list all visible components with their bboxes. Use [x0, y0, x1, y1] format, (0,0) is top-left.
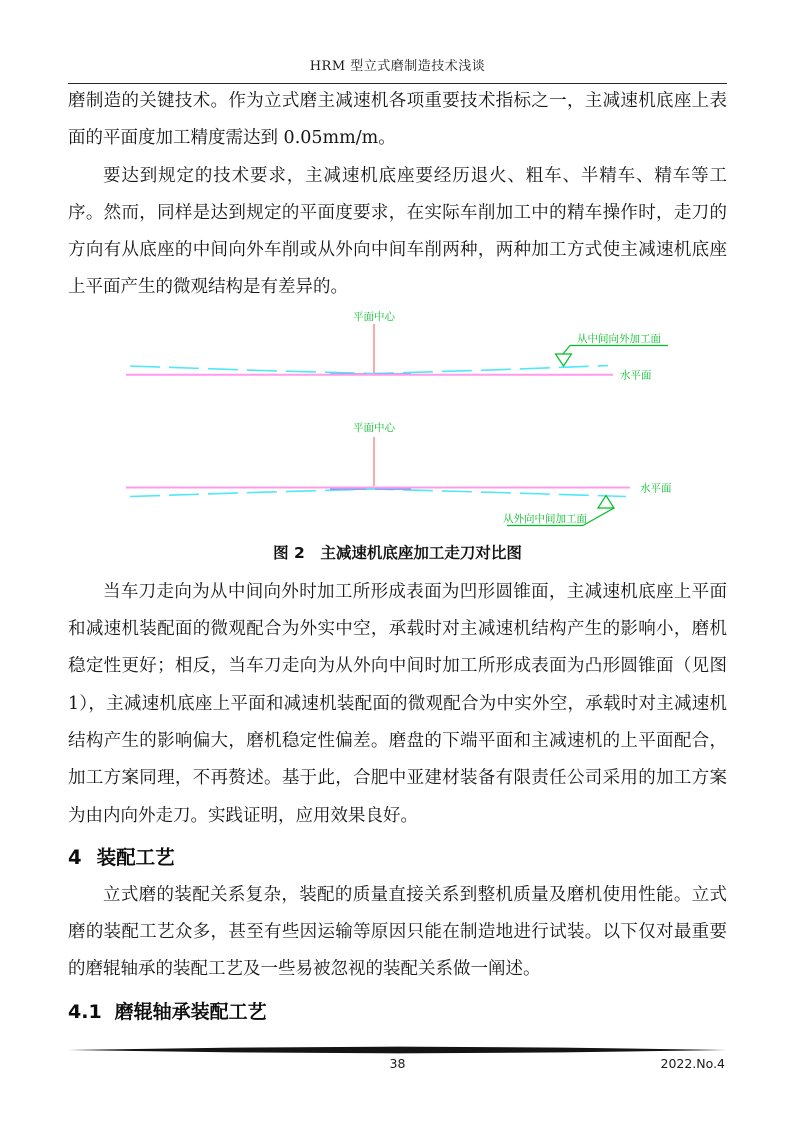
page-header	[68, 55, 727, 84]
leader-diagonal-bottom	[583, 508, 614, 526]
section-4-1-title: 磨辊轴承装配工艺	[114, 1000, 267, 1023]
paragraph-process-requirements: 要达到规定的技术要求，主减速机底座要经历退火、粗车、半精车、精车等工序。然而，同样是达到规定的平面度要求，在实际车削加工中的精车操作时，走刀的方向有从底座的中间向外车削或从外向中间车削两种，两种加工方式使主减速机底座上平面产生的微观结构是有差异的。	[68, 165, 727, 298]
running-head-title: HRM 型立式磨制造技术浅谈	[309, 59, 486, 74]
section-4-title: 装配工艺	[96, 845, 175, 869]
footer-rule-shape	[68, 1047, 727, 1054]
surface-finish-symbol-down-icon	[556, 354, 572, 366]
figure-2	[68, 307, 727, 563]
figure-2-caption: 图 2 主减速机底座加工走刀对比图	[273, 543, 522, 562]
machined-from-center-out-label: 从中间向外加工面	[577, 332, 661, 345]
page-footer	[68, 1046, 727, 1072]
page-number: 38	[389, 1056, 406, 1071]
footer-row	[68, 1056, 727, 1072]
horizontal-plane-label-bottom: 水平面	[640, 482, 672, 495]
issue-label: 2022.No.4	[660, 1056, 725, 1071]
page-body	[68, 83, 727, 1025]
machined-from-out-to-center-label: 从外向中间加工面	[503, 512, 587, 525]
section-4-heading	[68, 844, 727, 872]
section-4-1-heading	[68, 999, 727, 1025]
footer-tapered-rule	[68, 1046, 727, 1054]
machined-surface-concave	[130, 365, 608, 373]
plane-center-label-top: 平面中心	[353, 310, 395, 323]
toolpath-comparison-diagram	[68, 307, 727, 543]
machined-surface-convex	[130, 489, 626, 497]
plane-center-label-bottom: 平面中心	[353, 421, 395, 434]
paragraph-surface-analysis: 当车刀走向为从中间向外时加工所形成表面为凹形圆锥面，主减速机底座上平面和减速机装配面的微观配合为外实中空，承载时对主减速机结构产生的影响小，磨机稳定性更好；相反，当车刀走向为从外向中间时加工所形成表面为凸形圆锥面（见图 1），主减速机底座上平面和减速机装配面的微观配合为中实外空，承载时对主减速机结构产生的影响偏大，磨机稳定性偏差。磨盘的下端平面和主减速机的上平面配合，加工方案同理，不再赘述。基于此，合肥中亚建材装备有限责任公司采用的加工方案为由内向外走刀。实践证明，应用效果良好。	[68, 581, 727, 826]
paragraph-continuation: 磨制造的关键技术。作为立式磨主减速机各项重要技术指标之一，主减速机底座上表面的平面度加工精度需达到 0.05mm/m。	[68, 91, 727, 149]
paragraph-assembly-overview: 立式磨的装配关系复杂，装配的质量直接关系到整机质量及磨机使用性能。立式磨的装配工艺众多，甚至有些因运输等原因只能在制造地进行试装。以下仅对最重要的磨辊轴承的装配工艺及一些易被忽视的装配关系做一阐述。	[68, 884, 727, 980]
section-4-1-number: 4.1	[68, 1000, 102, 1023]
leader-diagonal-top	[563, 345, 570, 354]
section-4-number: 4	[68, 845, 82, 869]
surface-finish-symbol-up-icon	[598, 495, 614, 508]
horizontal-plane-label-top: 水平面	[620, 369, 652, 382]
